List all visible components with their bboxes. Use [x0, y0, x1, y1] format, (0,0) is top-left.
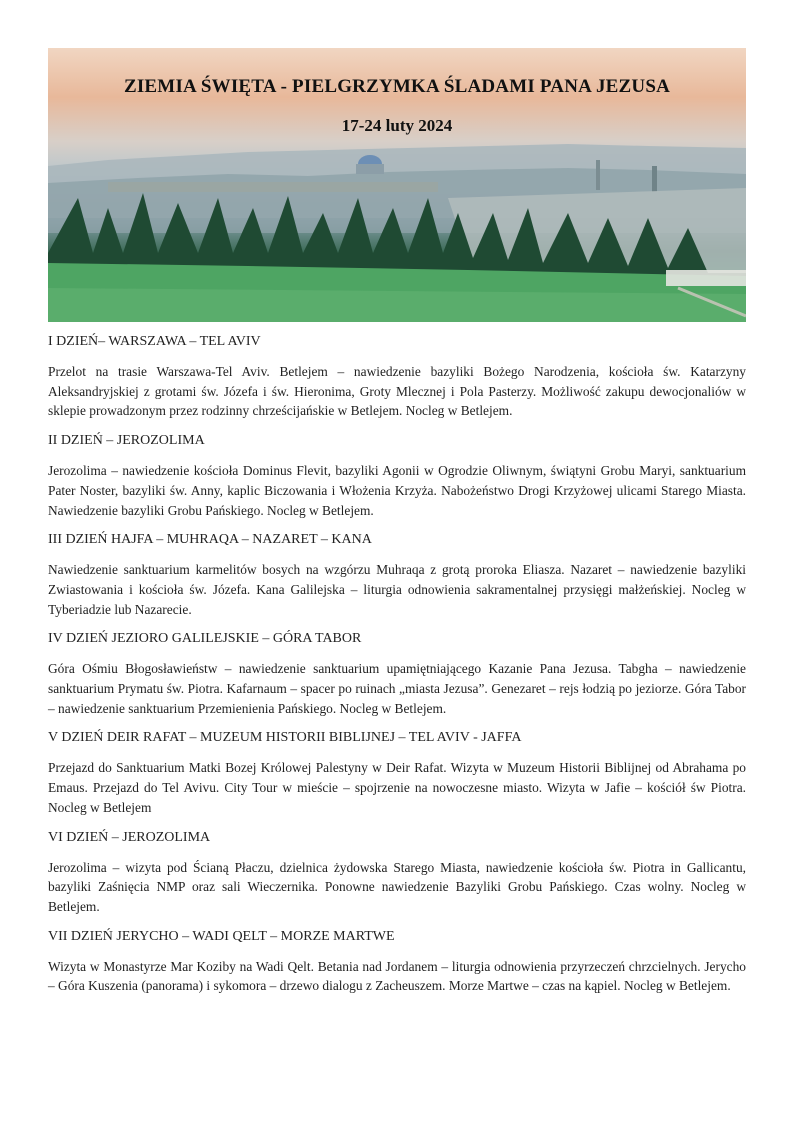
day-title: III DZIEŃ HAJFA – MUHRAQA – NAZARET – KANA	[48, 532, 372, 548]
day-description: Nawiedzenie sanktuarium karmelitów bosych na wzgórzu Muhraqa z grotą proroka Eliasza. Nazaret – nawiedzenie bazyliki Zwiastowania i kościoła św. Józefa. Kana Galilejska – liturgia odnowienia sakramentalnej przysięgi małżeńskiej. Nocleg w Tyberiadzie lub Nazarecie.	[48, 562, 746, 617]
day-title: VII DZIEŃ JERYCHO – WADI QELT – MORZE MARTWE	[48, 928, 395, 944]
day-section	[48, 432, 746, 520]
page-title: ZIEMIA ŚWIĘTA - PIELGRZYMKA ŚLADAMI PANA JEZUSA	[123, 76, 671, 97]
document-page	[48, 48, 746, 996]
day-description: Jerozolima – wizyta pod Ścianą Płaczu, dzielnica żydowska Starego Miasta, nawiedzenie kościoła św. Piotra in Gallicantu, bazyliki Zaśnięcia NMP oraz sali Wieczernika. Ponowne nawiedzenie Bazyliki Grobu Pańskiego. Czas wolny. Nocleg w Betlejem.	[48, 859, 746, 914]
day-section	[48, 928, 746, 996]
day-description: Góra Ośmiu Błogosławieństw – nawiedzenie sanktuarium upamiętniającego Kazanie Pana Jezusa. Tabgha – nawiedzenie sanktuarium Prymatu św. Piotra. Kafarnaum – spacer po ruinach „miasta Jezusa”. Genezaret – rejs łodzią po jeziorze. Góra Tabor – nawiedzenie sanktuarium Przemienienia Pańskiego. Nocleg w Betlejem.	[48, 661, 746, 716]
day-section	[48, 829, 746, 917]
trip-date: 17-24 luty 2024	[341, 116, 453, 135]
day-section	[48, 333, 746, 421]
day-description: Przelot na trasie Warszawa-Tel Aviv. Betlejem – nawiedzenie bazyliki Bożego Narodzenia, kościoła św. Katarzyny Aleksandryjskiej z grotami św. Józefa i św. Hieronima, Groty Mlecznej i Pola Pasterzy. Możliwość zakupu dewocjonaliów w sklepie prowadzonym przez rodzinny chrześcijańskie w Betlejem. Nocleg w Betlejem.	[48, 364, 746, 419]
day-title: IV DZIEŃ JEZIORO GALILEJSKIE – GÓRA TABOR	[48, 631, 362, 647]
header-banner	[48, 48, 746, 322]
day-title: VI DZIEŃ – JEROZOLIMA	[48, 829, 211, 845]
day-section	[48, 531, 746, 619]
day-section	[48, 630, 746, 718]
day-title: V DZIEŃ DEIR RAFAT – MUZEUM HISTORII BIBLIJNEJ – TEL AVIV - JAFFA	[48, 730, 522, 746]
day-description: Wizyta w Monastyrze Mar Koziby na Wadi Qelt. Betania nad Jordanem – liturgia odnowienia przyrzeczeń chrzcielnych. Jerycho – Góra Kuszenia (panorama) i sykomora – drzewo dialogu z Zacheuszem. Morze Martwe – czas na kąpiel. Nocleg w Betlejem.	[48, 958, 746, 994]
day-section	[48, 729, 746, 817]
day-description: Przejazd do Sanktuarium Matki Bozej Królowej Palestyny w Deir Rafat. Wizyta w Muzeum Historii Biblijnej od Abrahama po Emaus. Przejazd do Tel Avivu. City Tour w mieście – spojrzenie na nowoczesne miasto. Wizyta w Jafie – kościół św Piotra. Nocleg w Betlejem	[48, 760, 746, 815]
day-description: Jerozolima – nawiedzenie kościoła Dominus Flevit, bazyliki Agonii w Ogrodzie Oliwnym, świątyni Grobu Maryi, sanktuarium Pater Noster, bazyliki św. Anny, kaplic Biczowania i Włożenia Krzyża. Nabożeństwo Drogi Krzyżowej ulicami Starego Miasta. Nawiedzenie bazyliki Grobu Pańskiego. Nocleg w Betlejem.	[48, 463, 746, 518]
day-title: II DZIEŃ – JEROZOLIMA	[48, 433, 205, 449]
day-title: I DZIEŃ– WARSZAWA – TEL AVIV	[48, 334, 261, 349]
